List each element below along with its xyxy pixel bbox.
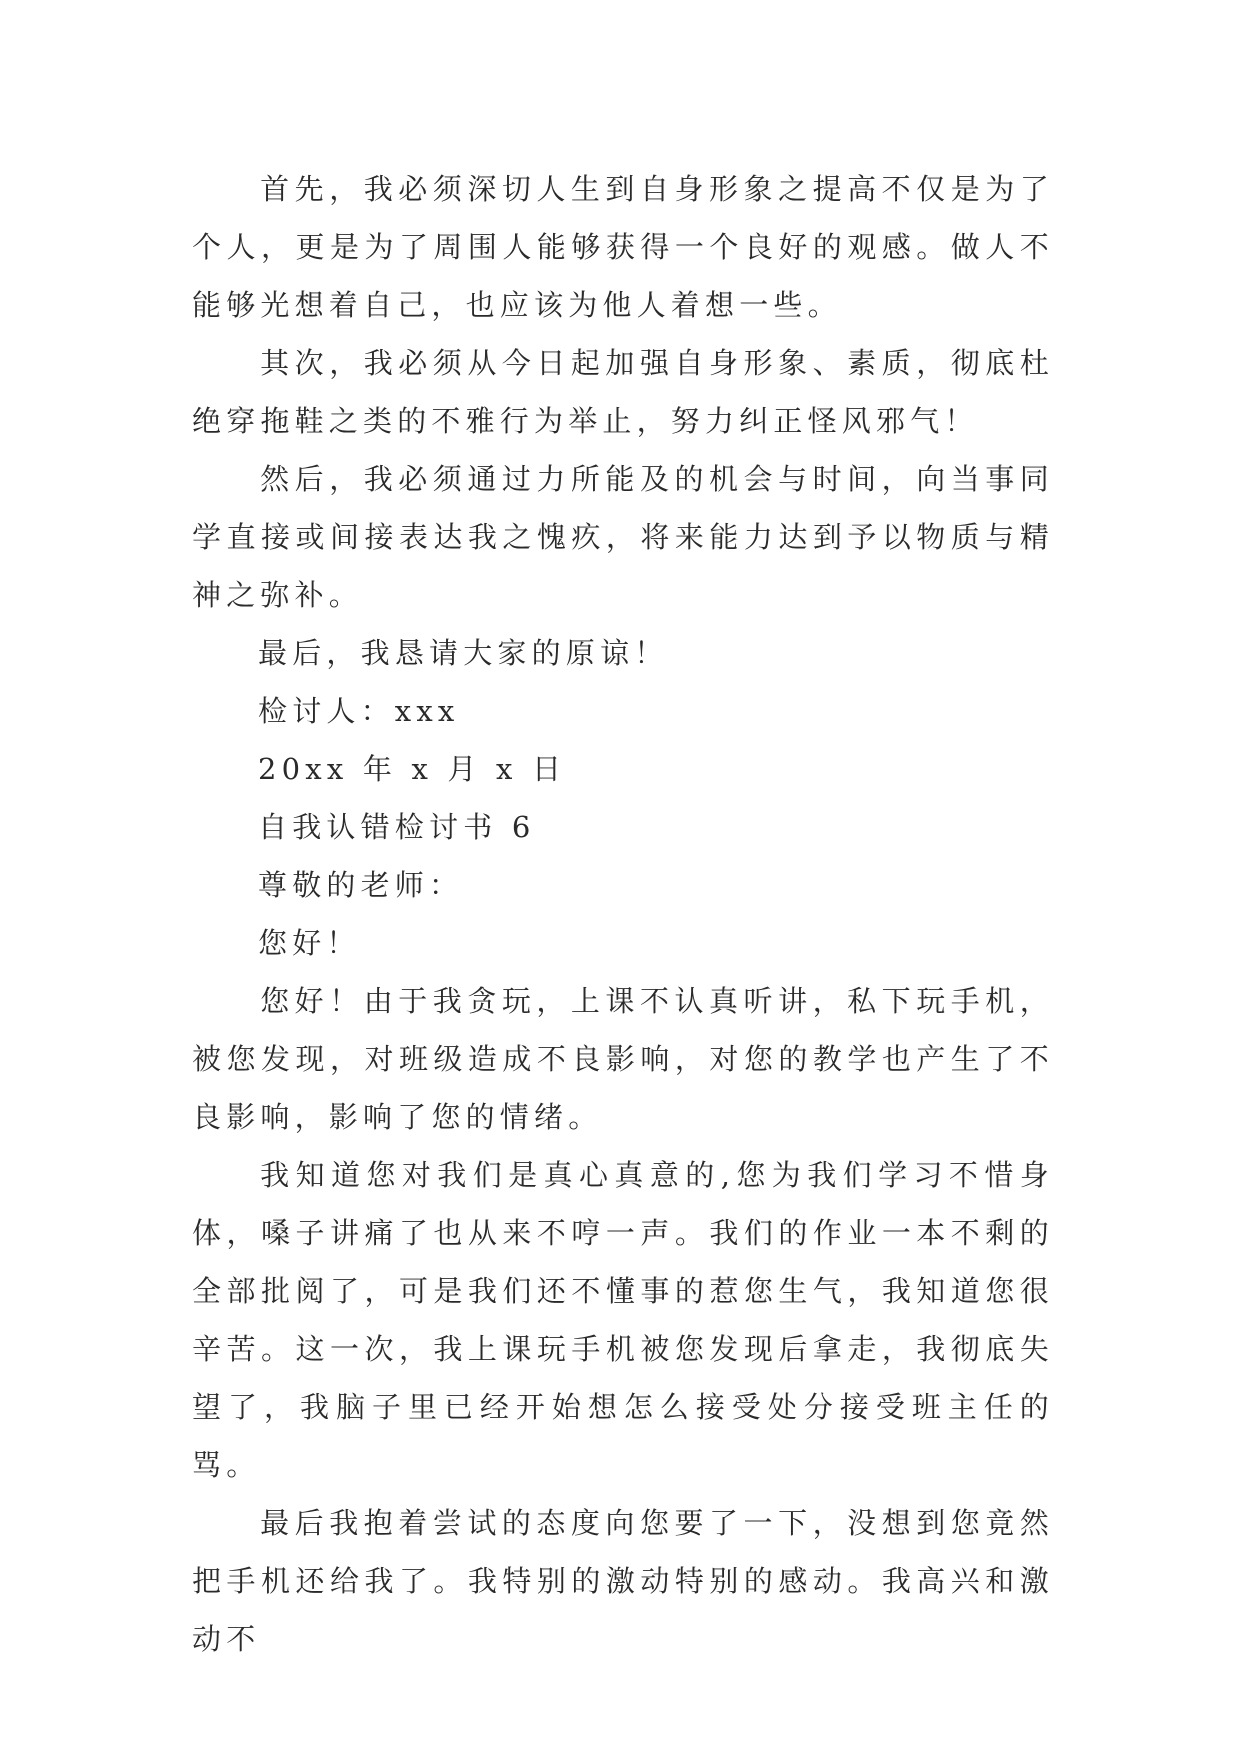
signature-line: 检讨人：xxx <box>258 694 460 728</box>
document-body <box>192 160 1054 1668</box>
greeting: 您好！ <box>258 926 361 960</box>
body-paragraph-reason: 您好！由于我贪玩，上课不认真听讲，私下玩手机，被您发现，对班级造成不良影响，对您的教学也产生了不良影响，影响了您的情绪。 <box>192 984 1054 1134</box>
body-paragraph-teacher: 我知道您对我们是真心真意的,您为我们学习不惜身体，嗓子讲痛了也从来不哼一声。我们的作业一本不剩的全部批阅了，可是我们还不懂事的惹您生气，我知道您很辛苦。这一次，我上课玩手机被您发现后拿走，我彻底失望了，我脑子里已经开始想怎么接受处分接受班主任的骂。 <box>192 1158 1054 1482</box>
paragraph-finally: 最后，我恳请大家的原谅！ <box>258 636 669 670</box>
date-line: 20xx 年 x 月 x 日 <box>258 752 567 786</box>
paragraph-then: 然后，我必须通过力所能及的机会与时间，向当事同学直接或间接表达我之愧疚，将来能力达到予以物质与精神之弥补。 <box>192 462 1054 612</box>
paragraph-first: 首先，我必须深切人生到自身形象之提高不仅是为了个人，更是为了周围人能够获得一个良好的观感。做人不能够光想着自己，也应该为他人着想一些。 <box>192 172 1054 322</box>
paragraph-second: 其次，我必须从今日起加强自身形象、素质，彻底杜绝穿拖鞋之类的不雅行为举止，努力纠正怪风邪气！ <box>192 346 1054 438</box>
section-title: 自我认错检讨书 6 <box>258 810 536 844</box>
body-paragraph-returned-phone: 最后我抱着尝试的态度向您要了一下，没想到您竟然把手机还给我了。我特别的激动特别的感动。我高兴和激动不 <box>192 1506 1054 1656</box>
salutation: 尊敬的老师： <box>258 868 464 902</box>
